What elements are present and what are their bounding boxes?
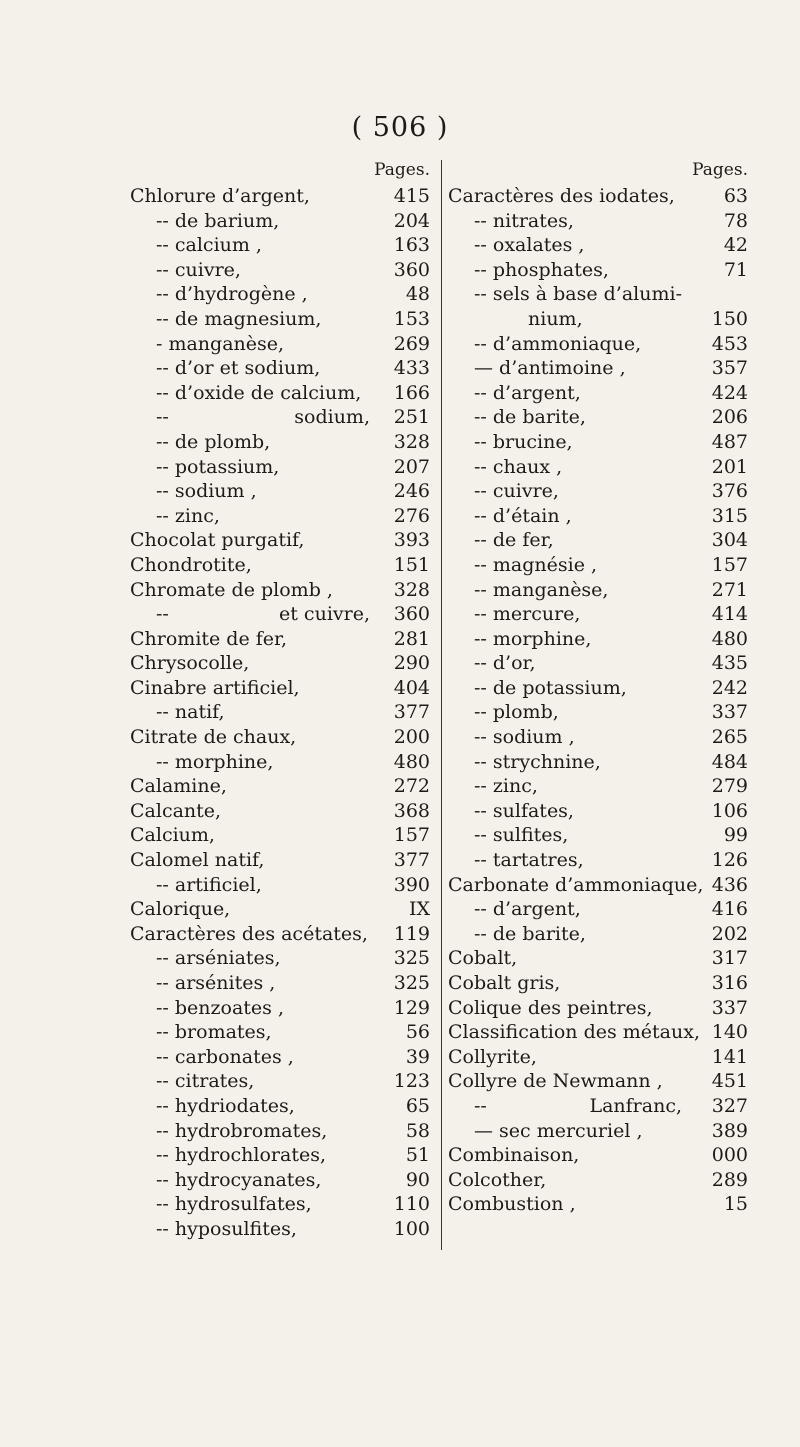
entry-label: -- manganèse,	[474, 578, 609, 601]
index-entry	[448, 627, 748, 652]
pages-header-right: Pages.	[692, 160, 748, 180]
entry-label: -- hydrosulfates,	[156, 1193, 312, 1216]
index-entry	[448, 553, 748, 578]
entry-label: -- hydriodates,	[156, 1094, 295, 1117]
index-entry	[130, 504, 436, 529]
entry-label: -- d’argent,	[474, 898, 581, 921]
entry-page-number: 415	[393, 185, 430, 207]
entry-page-number: 279	[711, 775, 748, 798]
entry-label: -- benzoates ,	[156, 996, 285, 1019]
entry-label: -- de potassium,	[474, 676, 627, 699]
entry-label: -- calcium ,	[156, 234, 262, 257]
index-entry	[448, 332, 748, 357]
entry-label: Collyrite,	[448, 1045, 537, 1068]
entry-page-number: 316	[711, 972, 748, 994]
entry-label: -- tartatres,	[474, 849, 584, 872]
index-entry	[130, 651, 436, 676]
entry-label: -- nitrates,	[474, 209, 574, 232]
index-entry	[130, 627, 436, 652]
entry-label: -- de barium,	[156, 209, 280, 232]
entry-page-number: 290	[393, 652, 430, 675]
entry-page-number: 433	[393, 357, 430, 380]
index-column-right	[448, 160, 748, 1217]
index-entry	[448, 1168, 748, 1193]
index-entry	[130, 725, 436, 750]
index-entry	[130, 922, 436, 947]
entry-page-number: 281	[393, 627, 430, 650]
index-entry	[130, 430, 436, 455]
entry-page-number: 63	[723, 185, 748, 207]
entry-label: -- sodium ,	[156, 480, 257, 503]
index-entry	[130, 700, 436, 725]
entry-page-number: 78	[723, 209, 748, 232]
entry-label: -- de fer,	[474, 529, 554, 552]
entry-label: --	[474, 1094, 487, 1117]
index-entry	[448, 946, 748, 971]
entry-page-number: 317	[711, 947, 748, 970]
entry-page-number: 48	[405, 283, 430, 306]
index-entry	[448, 1192, 748, 1217]
entry-label: -- hyposulfites,	[156, 1217, 297, 1240]
entry-label: -- sodium ,	[474, 726, 575, 749]
index-entry	[130, 1217, 436, 1242]
index-entry	[448, 971, 748, 996]
entry-label: — d’antimoine ,	[474, 357, 626, 380]
entry-label: -- bromates,	[156, 1021, 272, 1044]
entry-label: -- magnésie ,	[474, 553, 598, 576]
entry-label: -- sulfates,	[474, 799, 574, 822]
entry-label: Cobalt,	[448, 947, 518, 970]
entry-page-number: 207	[393, 455, 430, 478]
index-entry	[130, 405, 436, 430]
entry-label: Cobalt gris,	[448, 972, 561, 994]
index-entry	[130, 848, 436, 873]
index-entry	[130, 1069, 436, 1094]
index-entry	[448, 725, 748, 750]
index-entry	[130, 1045, 436, 1070]
entry-page-number: 141	[711, 1045, 748, 1068]
index-entry	[448, 750, 748, 775]
entry-label: -- d’étain ,	[474, 504, 572, 527]
entry-label: Combinaison,	[448, 1144, 580, 1167]
entry-page-number: 368	[393, 799, 430, 822]
entry-page-number: 337	[711, 996, 748, 1019]
entry-page-number: 200	[393, 726, 430, 749]
entry-page-number: 451	[711, 1070, 748, 1093]
index-entry	[130, 479, 436, 504]
entry-page-number: 393	[393, 529, 430, 552]
entry-page-number: 484	[711, 750, 748, 773]
entry-page-number: 153	[393, 307, 430, 330]
index-entry	[130, 750, 436, 775]
entry-page-number: 163	[393, 234, 430, 257]
entry-label: Chlorure d’argent,	[130, 185, 310, 207]
index-entry	[130, 233, 436, 258]
entry-page-number: IX	[408, 898, 430, 921]
index-entry	[130, 676, 436, 701]
index-entry	[448, 528, 748, 553]
index-entry	[130, 799, 436, 824]
entry-page-number: 435	[711, 652, 748, 675]
entry-label-continued: Lanfranc,	[589, 1094, 682, 1117]
index-entry	[448, 897, 748, 922]
entry-label: Carbonate d’ammoniaque,	[448, 873, 704, 896]
entry-label: --	[156, 406, 169, 429]
entry-page-number: 58	[405, 1119, 430, 1142]
entry-label: -- d’oxide de calcium,	[156, 381, 362, 404]
entry-page-number: 265	[711, 726, 748, 749]
entry-page-number: 251	[393, 406, 430, 429]
entry-page-number: 389	[711, 1119, 748, 1142]
entry-label: -- sulfites,	[474, 824, 569, 847]
entry-page-number: 289	[711, 1168, 748, 1191]
entry-page-number: 246	[393, 480, 430, 503]
entry-page-number: 000	[711, 1144, 748, 1167]
entry-page-number: 151	[393, 553, 430, 576]
index-list-right	[448, 184, 748, 1217]
entry-label: -- zinc,	[156, 504, 220, 527]
entry-page-number: 71	[723, 258, 748, 281]
entry-label: Chromate de plomb ,	[130, 578, 333, 601]
entry-label: -- mercure,	[474, 603, 581, 626]
index-entry	[130, 282, 436, 307]
entry-label: Colique des peintres,	[448, 996, 653, 1019]
index-entry	[448, 996, 748, 1021]
index-entry	[130, 897, 436, 922]
entry-page-number: 404	[393, 676, 430, 699]
index-entry	[448, 774, 748, 799]
entry-label: -- hydrocyanates,	[156, 1168, 322, 1191]
entry-page-number: 377	[393, 849, 430, 872]
entry-label: -- hydrobromates,	[156, 1119, 328, 1142]
index-entry	[448, 455, 748, 480]
entry-label: Cinabre artificiel,	[130, 676, 300, 699]
entry-label: Chocolat purgatif,	[130, 529, 305, 552]
entry-label: -- strychnine,	[474, 750, 601, 773]
index-entry	[130, 1168, 436, 1193]
entry-label: -- de plomb,	[156, 430, 271, 453]
entry-page-number: 140	[711, 1021, 748, 1044]
entry-page-number: 166	[393, 381, 430, 404]
entry-label: Combustion ,	[448, 1193, 576, 1216]
index-entry	[448, 848, 748, 873]
index-entry	[130, 528, 436, 553]
index-entry	[448, 1143, 748, 1168]
entry-label: Citrate de chaux,	[130, 726, 297, 749]
entry-page-number: 204	[393, 209, 430, 232]
entry-label: Colcother,	[448, 1168, 547, 1191]
entry-label: --	[156, 603, 169, 626]
entry-label: -- cuivre,	[156, 258, 241, 281]
entry-label: -- plomb,	[474, 701, 559, 724]
index-entry	[130, 602, 436, 627]
index-list-left	[130, 184, 436, 1242]
index-entry	[130, 971, 436, 996]
index-entry	[130, 1020, 436, 1045]
entry-label-continued: et cuivre,	[279, 603, 370, 626]
index-entry	[448, 700, 748, 725]
entry-page-number: 416	[711, 898, 748, 921]
index-entry	[448, 430, 748, 455]
index-entry	[448, 258, 748, 283]
index-entry	[130, 1143, 436, 1168]
index-entry	[448, 602, 748, 627]
entry-page-number: 126	[711, 849, 748, 872]
index-entry	[448, 209, 748, 234]
entry-label: -- hydrochlorates,	[156, 1144, 327, 1167]
index-entry	[448, 405, 748, 430]
entry-page-number: 328	[393, 430, 430, 453]
index-entry	[448, 504, 748, 529]
entry-page-number: 480	[393, 750, 430, 773]
entry-label: nium,	[528, 307, 583, 330]
entry-page-number: 269	[393, 332, 430, 355]
entry-label: -- d’ammoniaque,	[474, 332, 642, 355]
entry-label: -- zinc,	[474, 775, 538, 798]
entry-page-number: 357	[711, 357, 748, 380]
entry-page-number: 276	[393, 504, 430, 527]
entry-page-number: 90	[405, 1168, 430, 1191]
entry-label: - manganèse,	[156, 332, 285, 355]
entry-label-continued: sodium,	[294, 406, 370, 429]
entry-label: -- de magnesium,	[156, 307, 322, 330]
entry-label: -- citrates,	[156, 1070, 255, 1093]
entry-page-number: 327	[711, 1094, 748, 1117]
index-entry	[448, 1069, 748, 1094]
entry-page-number: 123	[393, 1070, 430, 1093]
index-entry	[448, 381, 748, 406]
entry-page-number: 360	[393, 603, 430, 626]
entry-page-number: 304	[711, 529, 748, 552]
entry-label: -- cuivre,	[474, 480, 559, 503]
entry-page-number: 129	[393, 996, 430, 1019]
index-entry	[130, 996, 436, 1021]
entry-label: -- arséniates,	[156, 947, 281, 970]
index-entry	[448, 184, 748, 209]
index-entry	[448, 1119, 748, 1144]
entry-page-number: 119	[393, 922, 430, 945]
entry-label: Calorique,	[130, 898, 231, 921]
entry-label: Chromite de fer,	[130, 627, 288, 650]
index-entry	[448, 282, 748, 307]
index-entry	[130, 946, 436, 971]
column-divider	[441, 160, 442, 1250]
entry-label: Chondrotite,	[130, 553, 252, 576]
entry-page-number: 328	[393, 578, 430, 601]
index-entry	[130, 455, 436, 480]
entry-page-number: 487	[711, 430, 748, 453]
entry-page-number: 377	[393, 701, 430, 724]
entry-page-number: 315	[711, 504, 748, 527]
entry-label: Calomel natif,	[130, 849, 265, 872]
index-entry	[448, 479, 748, 504]
index-entry	[130, 1192, 436, 1217]
entry-page-number: 360	[393, 258, 430, 281]
entry-page-number: 206	[711, 406, 748, 429]
entry-page-number: 110	[393, 1193, 430, 1216]
entry-page-number: 201	[711, 455, 748, 478]
entry-label: Chrysocolle,	[130, 652, 250, 675]
index-entry	[448, 233, 748, 258]
index-entry	[448, 307, 748, 332]
entry-page-number: 390	[393, 873, 430, 896]
entry-label: Collyre de Newmann ,	[448, 1070, 663, 1093]
entry-page-number: 51	[405, 1144, 430, 1167]
entry-page-number: 453	[711, 332, 748, 355]
index-entry	[130, 381, 436, 406]
index-entry	[448, 1045, 748, 1070]
entry-page-number: 337	[711, 701, 748, 724]
index-entry	[130, 823, 436, 848]
entry-label: Caractères des iodates,	[448, 185, 675, 207]
entry-page-number: 436	[711, 873, 748, 896]
entry-label: -- brucine,	[474, 430, 573, 453]
entry-label: -- natif,	[156, 701, 225, 724]
index-entry	[448, 1094, 748, 1119]
index-entry	[448, 823, 748, 848]
entry-label: -- oxalates ,	[474, 234, 585, 257]
entry-page-number: 65	[405, 1094, 430, 1117]
entry-page-number: 480	[711, 627, 748, 650]
index-entry	[130, 1119, 436, 1144]
index-entry	[448, 578, 748, 603]
entry-page-number: 15	[723, 1193, 748, 1216]
entry-page-number: 56	[405, 1021, 430, 1044]
index-entry	[130, 1094, 436, 1119]
entry-page-number: 271	[711, 578, 748, 601]
index-entry	[130, 553, 436, 578]
entry-label: -- potassium,	[156, 455, 280, 478]
entry-page-number: 157	[393, 824, 430, 847]
index-entry	[130, 307, 436, 332]
index-entry	[448, 676, 748, 701]
entry-label: -- sels à base d’alumi-	[474, 283, 682, 306]
index-entry	[448, 922, 748, 947]
entry-label: -- carbonates ,	[156, 1045, 294, 1068]
index-entry	[130, 332, 436, 357]
entry-label: Caractères des acétates,	[130, 922, 368, 945]
entry-page-number: 100	[393, 1217, 430, 1240]
index-entry	[448, 799, 748, 824]
entry-label: -- artificiel,	[156, 873, 262, 896]
index-column-left	[130, 160, 436, 1242]
entry-label: -- morphine,	[474, 627, 592, 650]
index-entry	[130, 873, 436, 898]
entry-page-number: 106	[711, 799, 748, 822]
entry-label: -- arsénites ,	[156, 972, 276, 994]
entry-label: -- de barite,	[474, 406, 586, 429]
entry-label: -- morphine,	[156, 750, 274, 773]
page-number: ( 506 )	[351, 112, 449, 143]
entry-label: -- chaux ,	[474, 455, 563, 478]
entry-page-number: 202	[711, 922, 748, 945]
entry-label: -- d’hydrogène ,	[156, 283, 308, 306]
entry-page-number: 99	[723, 824, 748, 847]
entry-page-number: 157	[711, 553, 748, 576]
entry-page-number: 424	[711, 381, 748, 404]
index-entry	[448, 1020, 748, 1045]
entry-page-number: 325	[393, 947, 430, 970]
entry-page-number: 414	[711, 603, 748, 626]
index-entry	[130, 578, 436, 603]
entry-label: Calamine,	[130, 775, 227, 798]
entry-page-number: 325	[393, 972, 430, 994]
entry-label: -- d’or,	[474, 652, 536, 675]
entry-label: — sec mercuriel ,	[474, 1119, 643, 1142]
entry-page-number: 272	[393, 775, 430, 798]
index-entry	[448, 873, 748, 898]
entry-page-number: 42	[723, 234, 748, 257]
entry-label: Calcium,	[130, 824, 215, 847]
index-entry	[130, 774, 436, 799]
index-entry	[130, 258, 436, 283]
index-entry	[448, 356, 748, 381]
entry-page-number: 39	[405, 1045, 430, 1068]
entry-label: -- de barite,	[474, 922, 586, 945]
entry-page-number: 376	[711, 480, 748, 503]
index-entry	[130, 356, 436, 381]
index-entry	[130, 209, 436, 234]
entry-label: -- phosphates,	[474, 258, 609, 281]
entry-label: Classification des métaux,	[448, 1021, 701, 1044]
entry-label: -- d’argent,	[474, 381, 581, 404]
entry-page-number: 242	[711, 676, 748, 699]
entry-page-number: 150	[711, 307, 748, 330]
entry-label: -- d’or et sodium,	[156, 357, 321, 380]
index-entry	[448, 651, 748, 676]
entry-label: Calcante,	[130, 799, 222, 822]
index-entry	[130, 184, 436, 209]
pages-header-left: Pages.	[374, 160, 430, 180]
